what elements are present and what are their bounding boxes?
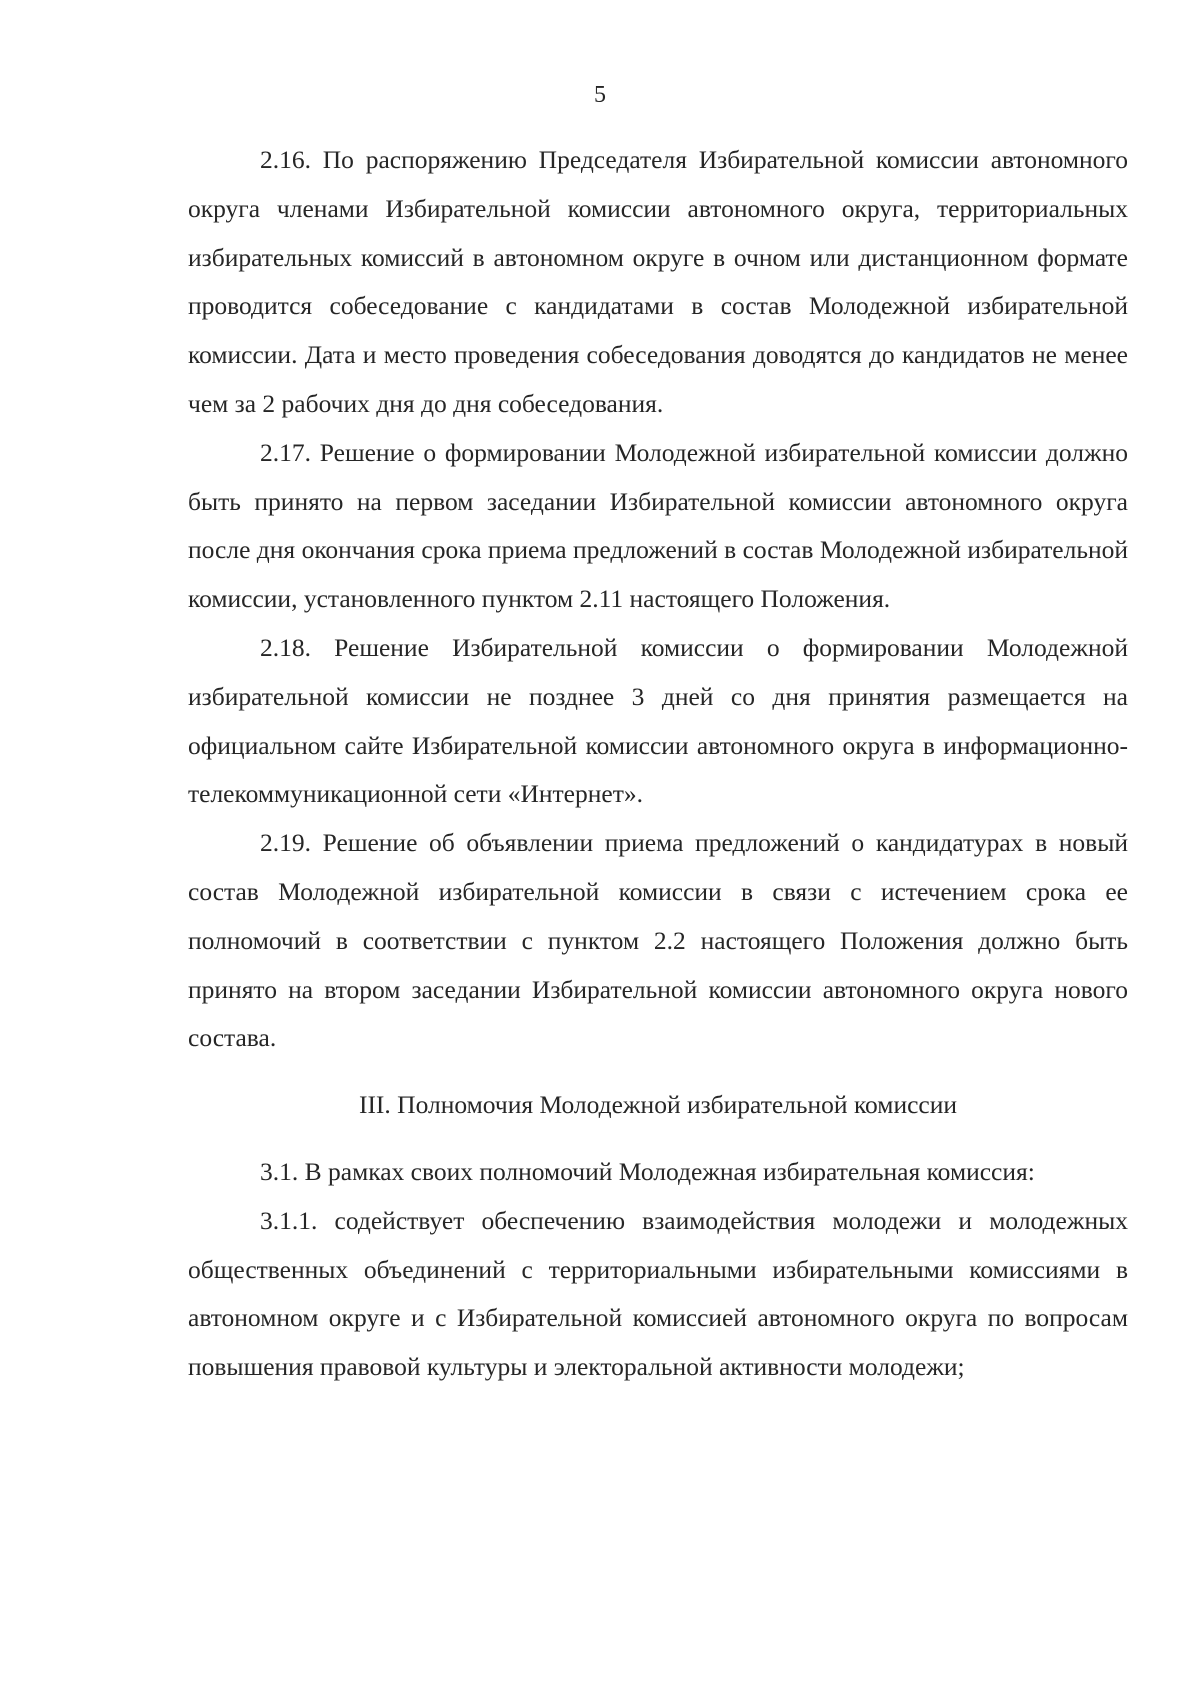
paragraph-3-1-1: 3.1.1. содействует обеспечению взаимодействия молодежи и молодежных общественных объединений с территориальными избирательными комиссиями в автономном округе и с Избирательной комиссией автономного округа по вопросам повышения правовой культуры и электоральной активности молодежи; [188,1205,1128,1382]
paragraph-2-17: 2.17. Решение о формировании Молодежной избирательной комиссии должно быть принято на первом заседании Избирательной комиссии автономного округа после дня окончания срока приема предложений в состав Молодежной избирательной комиссии, установленного пунктом 2.11 настоящего Положения. [188,437,1128,614]
document-body [188,136,1128,1392]
page-number: 5 [594,82,606,108]
paragraph-3-1: 3.1. В рамках своих полномочий Молодежная избирательная комиссия: [260,1156,1035,1186]
paragraph-2-18: 2.18. Решение Избирательной комиссии о формировании Молодежной избирательной комиссии не позднее 3 дней со дня принятия размещается на официальном сайте Избирательной комиссии автономного округа в информационно-телекоммуникационной сети «Интернет». [188,632,1128,809]
paragraph-2-19: 2.19. Решение об объявлении приема предложений о кандидатурах в новый состав Молодежной избирательной комиссии в связи с истечением срока ее полномочий в соответствии с пунктом 2.2 настоящего Положения должно быть принято на втором заседании Избирательной комиссии автономного округа нового состава. [188,828,1128,1053]
section-heading: III. Полномочия Молодежной избирательной комиссии [358,1090,958,1120]
paragraph-2-16: 2.16. По распоряжению Председателя Избирательной комиссии автономного округа членами Избирательной комиссии автономного округа, территориальных избирательных комиссий в автономном округе в очном или дистанционном формате проводится собеседование с кандидатами в состав Молодежной избирательной комиссии. Дата и место проведения собеседования доводятся до кандидатов не менее чем за 2 рабочих дня до дня собеседования. [188,145,1128,418]
